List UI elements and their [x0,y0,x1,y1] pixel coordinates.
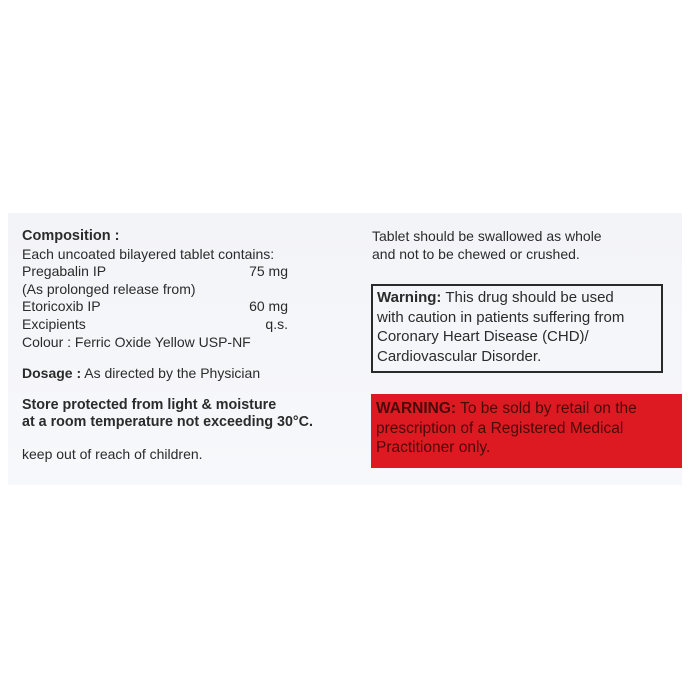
caution-warning-box [371,284,663,373]
retail-line-3: Practitioner only. [376,439,491,456]
composition-intro: Each uncoated bilayered tablet contains: [22,245,275,262]
ingredient-row [22,316,288,334]
ingredient-row [22,334,288,352]
dosage-text: As directed by the Physician [81,365,261,382]
composition-section [22,228,322,464]
storage-line-2: at a room temperature not exceeding 30°C. [22,414,313,431]
ingredient-name: (As prolonged release from) [22,280,196,297]
retail-line-2: prescription of a Registered Medical [376,419,624,437]
ingredient-qty: 60 mg [249,298,288,315]
ingredient-name: Colour : Ferric Oxide Yellow USP-NF [22,333,251,350]
dosage-line [22,365,322,383]
children-warning: keep out of reach of children. [22,445,203,462]
swallow-line-1: Tablet should be swallowed as whole [372,228,602,244]
ingredient-row [22,263,288,281]
ingredient-qty: q.s. [265,315,288,332]
swallow-line-2: and not to be chewed or crushed. [372,245,580,262]
composition-heading: Composition : [22,228,120,244]
ingredient-name: Excipients [22,315,86,332]
ingredient-row [22,281,288,299]
retail-line-1 [376,399,682,419]
caution-line-3: Coronary Heart Disease (CHD)/ [377,328,589,345]
ingredient-qty: 75 mg [249,263,288,280]
caution-text: This drug should be used [441,289,614,306]
storage-line-1: Store protected from light & moisture [22,396,277,413]
caution-line-4: Cardiovascular Disorder. [377,347,542,365]
swallow-instructions [372,228,672,263]
retail-title: WARNING: [376,400,457,417]
retail-text: To be sold by retail on the [456,400,637,417]
ingredient-name: Etoricoxib IP [22,298,101,315]
caution-line-2: with caution in patients suffering from [377,308,625,326]
dosage-label: Dosage : [22,365,82,382]
retail-warning-box [371,394,682,468]
ingredient-name: Pregabalin IP [22,263,107,280]
caution-title: Warning: [377,289,442,306]
ingredient-row [22,298,288,316]
caution-line-1 [377,288,657,308]
